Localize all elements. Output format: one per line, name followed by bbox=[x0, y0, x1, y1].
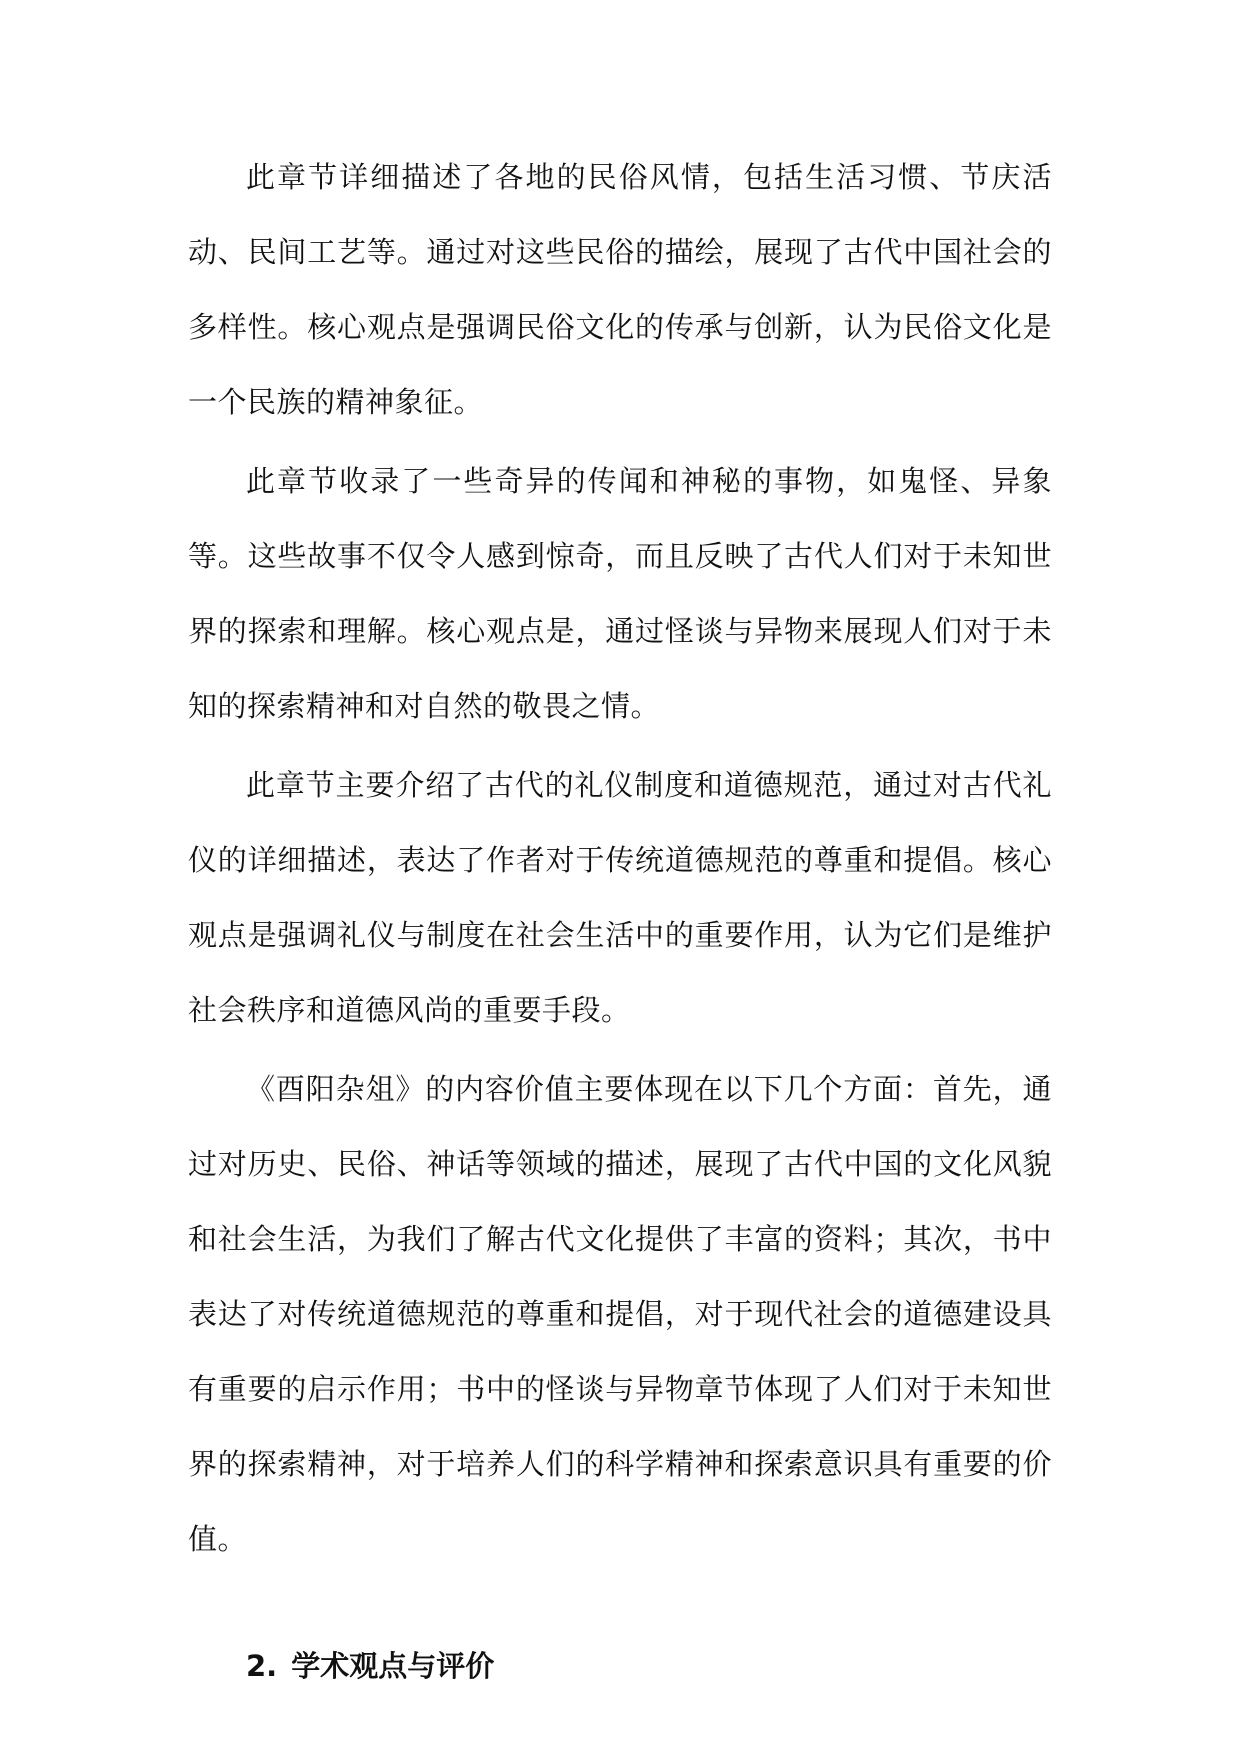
paragraph-folk-customs: 此章节详细描述了各地的民俗风情，包括生活习惯、节庆活动、民间工艺等。通过对这些民俗的描绘，展现了古代中国社会的多样性。核心观点是强调民俗文化的传承与创新，认为民俗文化是一个民族的精神象征。 bbox=[188, 160, 1052, 419]
section-number: 2. bbox=[246, 1649, 278, 1683]
paragraph-etiquette: 此章节主要介绍了古代的礼仪制度和道德规范，通过对古代礼仪的详细描述，表达了作者对于传统道德规范的尊重和提倡。核心观点是强调礼仪与制度在社会生活中的重要作用，认为它们是维护社会秩序和道德风尚的重要手段。 bbox=[188, 768, 1052, 1027]
paragraph-strange-tales: 此章节收录了一些奇异的传闻和神秘的事物，如鬼怪、异象等。这些故事不仅令人感到惊奇，而且反映了古代人们对于未知世界的探索和理解。核心观点是，通过怪谈与异物来展现人们对于未知的探索精神和对自然的敬畏之情。 bbox=[188, 464, 1052, 723]
section-heading bbox=[188, 1629, 1052, 1704]
paragraph-content-value: 《酉阳杂俎》的内容价值主要体现在以下几个方面：首先，通过对历史、民俗、神话等领域的描述，展现了古代中国的文化风貌和社会生活，为我们了解古代文化提供了丰富的资料；其次，书中表达了对传统道德规范的尊重和提倡，对于现代社会的道德建设具有重要的启示作用；书中的怪谈与异物章节体现了人们对于未知世界的探索精神，对于培养人们的科学精神和探索意识具有重要的价值。 bbox=[188, 1072, 1052, 1556]
document-page bbox=[188, 140, 1052, 1704]
section-title: 学术观点与评价 bbox=[291, 1649, 495, 1683]
